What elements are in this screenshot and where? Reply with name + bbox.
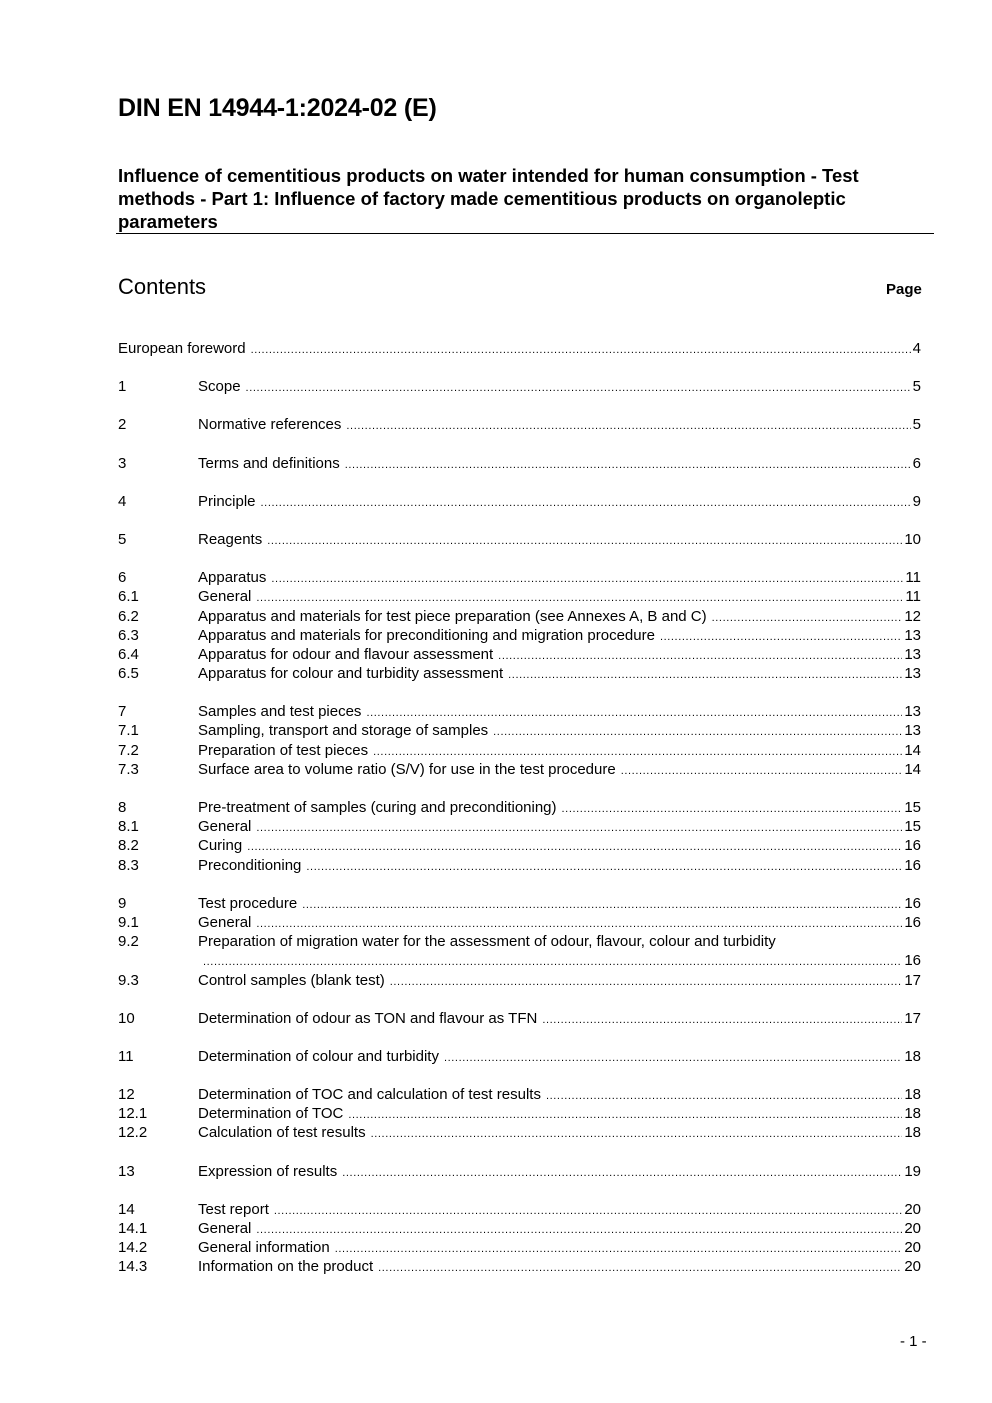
toc-entry-title: Terms and definitions <box>198 454 340 472</box>
toc-entry-title: General <box>198 588 252 606</box>
toc-entry-page: 20 <box>904 1220 921 1237</box>
toc-entry-page: 19 <box>904 1162 921 1180</box>
toc-entry-title: Scope <box>198 378 241 396</box>
toc-entry-title: Apparatus <box>198 569 267 587</box>
toc-entry-number: 6.3 <box>118 626 139 644</box>
toc-entry[interactable] <box>118 1104 921 1123</box>
toc-entry[interactable] <box>118 645 921 664</box>
toc-leader-dots <box>267 532 902 551</box>
toc-entry-page: 13 <box>904 703 921 721</box>
toc-entry-title: Apparatus for colour and turbidity assessment <box>198 665 504 683</box>
toc-entry-title: Preparation of migration water for the assessment of odour, flavour, colour and turbidity <box>198 933 776 951</box>
toc-leader-dots <box>271 570 903 589</box>
toc-entry-number: 8.1 <box>118 818 139 836</box>
toc-entry-page: 15 <box>904 818 921 836</box>
toc-entry[interactable] <box>118 1123 921 1142</box>
toc-leader-dots <box>660 628 902 647</box>
toc-entry-title: Calculation of test results <box>198 1124 366 1142</box>
toc-entry[interactable] <box>118 1238 921 1257</box>
toc-entry-number: 7 <box>118 703 127 721</box>
toc-entry-number: 7.1 <box>118 722 139 740</box>
toc-entry-number: 10 <box>118 1009 135 1027</box>
toc-entry-page: 14 <box>904 741 921 759</box>
toc-entry[interactable] <box>118 607 921 626</box>
toc-entry[interactable] <box>118 702 921 721</box>
toc-entry-title: Principle <box>198 492 256 510</box>
toc-entry[interactable] <box>118 741 921 760</box>
toc-entry-number: 6 <box>118 569 127 587</box>
toc-leader-dots <box>542 1011 902 1030</box>
toc-entry-number: 8.2 <box>118 837 139 855</box>
toc-leader-dots <box>274 1202 902 1221</box>
toc-entry-number: 4 <box>118 492 127 510</box>
toc-entry-number: 12.1 <box>118 1105 148 1123</box>
toc-entry-page: 11 <box>905 569 921 587</box>
toc-entry-number: 9.1 <box>118 913 139 931</box>
toc-entry-page: 16 <box>904 952 921 970</box>
toc-entry[interactable] <box>118 856 921 875</box>
toc-leader-dots <box>256 819 902 838</box>
toc-entry-title: Samples and test pieces <box>198 703 362 721</box>
toc-entry-page: 20 <box>904 1239 921 1257</box>
toc-leader-dots <box>302 896 902 915</box>
toc-leader-dots <box>390 973 903 992</box>
toc-entry-number: 14.2 <box>118 1239 148 1257</box>
toc-leader-dots <box>247 838 902 857</box>
toc-entry-number: 6.5 <box>118 665 139 683</box>
toc-entry-title: General information <box>198 1239 330 1257</box>
toc-entry-title: Determination of TOC <box>198 1105 344 1123</box>
toc-entry[interactable] <box>118 913 921 932</box>
toc-entry[interactable] <box>118 1200 921 1219</box>
toc-entry-page: 6 <box>912 454 921 472</box>
toc-leader-dots <box>348 1106 902 1125</box>
toc-entry-number: 5 <box>118 530 127 548</box>
toc-entry-title: Curing <box>198 837 243 855</box>
toc-entry-number: 7.2 <box>118 741 139 759</box>
toc-entry-title: General <box>198 818 252 836</box>
toc-entry[interactable] <box>118 836 921 855</box>
toc-leader-dots <box>246 379 911 398</box>
toc-entry[interactable] <box>118 951 921 970</box>
toc-entry-number: 9.2 <box>118 933 139 951</box>
toc-entry-number: 14.1 <box>118 1220 148 1237</box>
contents-heading: Contents <box>118 274 207 299</box>
toc-entry-page: 10 <box>904 530 921 548</box>
toc-entry-title: Apparatus and materials for test piece preparation (see Annexes A, B and C) <box>198 607 707 625</box>
toc-entry-page: 16 <box>904 856 921 874</box>
toc-entry-number: 7.3 <box>118 760 139 778</box>
toc-entry-number: 6.1 <box>118 588 139 606</box>
toc-leader-dots <box>342 1164 902 1183</box>
toc-entry-number: 6.4 <box>118 645 139 663</box>
toc-entry-title: Preparation of test pieces <box>198 741 369 759</box>
toc-entry-title: Apparatus for odour and flavour assessment <box>198 645 494 663</box>
toc-entry-number: 14 <box>118 1200 135 1218</box>
toc-entry-title: Information on the product <box>198 1258 374 1276</box>
toc-entry-page: 4 <box>912 340 921 357</box>
toc-entry-page: 17 <box>904 1009 921 1027</box>
toc-entry-title: Test report <box>198 1200 269 1218</box>
toc-entry-number: 8.3 <box>118 856 139 874</box>
toc-entry-page: 15 <box>904 799 921 816</box>
toc-leader-dots <box>498 647 902 666</box>
toc-entry[interactable] <box>118 932 921 951</box>
toc-entry-number: 11 <box>118 1047 134 1065</box>
toc-leader-dots <box>345 456 911 475</box>
toc-leader-dots <box>251 341 911 360</box>
toc-entry-title: Determination of TOC and calculation of test results <box>198 1086 541 1104</box>
toc-leader-dots <box>256 1221 902 1240</box>
toc-entry-page: 13 <box>904 645 921 663</box>
toc-entry-title: Determination of odour as TON and flavour as TFN <box>198 1009 538 1027</box>
toc-entry-page: 13 <box>904 665 921 683</box>
toc-entry-title: Preconditioning <box>198 856 302 874</box>
toc-entry[interactable] <box>118 1162 921 1181</box>
toc-entry[interactable] <box>118 568 921 587</box>
toc-entry[interactable] <box>118 798 921 817</box>
toc-entry[interactable] <box>118 664 921 683</box>
toc-entry[interactable] <box>118 894 921 913</box>
toc-entry-page: 18 <box>904 1086 921 1104</box>
toc-leader-dots <box>371 1125 903 1144</box>
toc-entry-page: 16 <box>904 913 921 931</box>
toc-entry[interactable] <box>118 971 921 990</box>
toc-entry-page: 5 <box>912 378 921 396</box>
toc-entry[interactable] <box>118 1085 921 1104</box>
toc-entry[interactable] <box>118 1257 921 1276</box>
toc-entry[interactable] <box>118 377 921 396</box>
toc-entry-number: 6.2 <box>118 607 139 625</box>
toc-leader-dots <box>508 666 902 685</box>
toc-entry[interactable] <box>118 587 921 606</box>
toc-entry-title: Determination of colour and turbidity <box>198 1047 439 1065</box>
toc-entry-page: 9 <box>912 492 921 510</box>
toc-entry-title: European foreword <box>118 340 246 357</box>
toc-entry-number: 8 <box>118 799 127 816</box>
toc-entry[interactable] <box>118 454 921 473</box>
toc-entry[interactable] <box>118 492 921 511</box>
toc-leader-dots <box>621 762 903 781</box>
toc-entry-page: 13 <box>904 626 921 644</box>
toc-entry-number: 14.3 <box>118 1258 148 1276</box>
toc-entry-title: Expression of results <box>198 1162 338 1180</box>
toc-entry[interactable] <box>118 817 921 836</box>
toc-entry-title: Surface area to volume ratio (S/V) for use in the test procedure <box>198 760 616 778</box>
toc-leader-dots <box>335 1240 903 1259</box>
toc-entry-number: 12 <box>118 1086 135 1104</box>
toc-leader-dots <box>562 800 903 819</box>
footer-page-number: - 1 - <box>900 1333 927 1350</box>
toc-leader-dots <box>546 1087 902 1106</box>
document-title: Influence of cementitious products on water intended for human consumption - Test methods - Part 1: Influence of factory made cementitious products on organoleptic parameters <box>118 165 859 232</box>
title-divider <box>116 233 934 234</box>
toc-entry-title: General <box>198 1220 252 1237</box>
toc-leader-dots <box>444 1049 902 1068</box>
toc-entry-page: 11 <box>905 588 921 606</box>
toc-entry-page: 14 <box>904 760 921 778</box>
toc-entry-title: Normative references <box>198 416 342 434</box>
toc-entry-title: Control samples (blank test) <box>198 971 385 989</box>
toc-entry-number: 9 <box>118 894 127 912</box>
toc-entry-title: Pre-treatment of samples (curing and preconditioning) <box>198 799 557 816</box>
toc-entry[interactable] <box>118 530 921 549</box>
toc-entry-page: 18 <box>904 1105 921 1123</box>
toc-entry[interactable] <box>118 415 921 434</box>
toc-entry[interactable] <box>118 1219 921 1238</box>
table-of-contents <box>118 339 921 1277</box>
toc-entry-page: 20 <box>904 1200 921 1218</box>
toc-entry-number: 12.2 <box>118 1124 148 1142</box>
page-column-label: Page <box>886 281 922 298</box>
toc-entry-title: Apparatus and materials for preconditioning and migration procedure <box>198 626 655 644</box>
toc-entry-number: 2 <box>118 416 127 434</box>
toc-entry-page: 18 <box>904 1124 921 1142</box>
toc-entry-page: 20 <box>904 1258 921 1276</box>
toc-leader-dots <box>712 609 903 628</box>
toc-entry[interactable] <box>118 626 921 645</box>
toc-entry-page: 18 <box>904 1047 921 1065</box>
toc-entry[interactable] <box>118 1009 921 1028</box>
toc-entry-title: Sampling, transport and storage of samples <box>198 722 489 740</box>
toc-leader-dots <box>346 417 910 436</box>
toc-leader-dots <box>493 723 902 742</box>
toc-entry-page: 13 <box>904 722 921 740</box>
toc-entry[interactable] <box>118 760 921 779</box>
toc-entry-number: 13 <box>118 1162 135 1180</box>
toc-entry-title: Reagents <box>198 530 263 548</box>
toc-leader-dots <box>378 1259 902 1278</box>
toc-leader-dots <box>261 494 911 513</box>
toc-entry[interactable] <box>118 1047 921 1066</box>
toc-entry-title: General <box>198 913 252 931</box>
toc-entry-number: 3 <box>118 454 127 472</box>
toc-entry-number: 1 <box>118 378 127 396</box>
document-id: DIN EN 14944-1:2024-02 (E) <box>118 94 437 122</box>
toc-entry-page: 5 <box>912 416 921 434</box>
toc-entry-number: 9.3 <box>118 971 139 989</box>
toc-entry-page: 12 <box>904 607 921 625</box>
toc-entry-page: 16 <box>904 837 921 855</box>
toc-entry-page: 16 <box>904 894 921 912</box>
toc-entry-page: 17 <box>904 971 921 989</box>
toc-entry[interactable] <box>118 339 921 358</box>
toc-entry[interactable] <box>118 721 921 740</box>
toc-entry-title: Test procedure <box>198 894 298 912</box>
toc-leader-dots <box>306 858 902 877</box>
